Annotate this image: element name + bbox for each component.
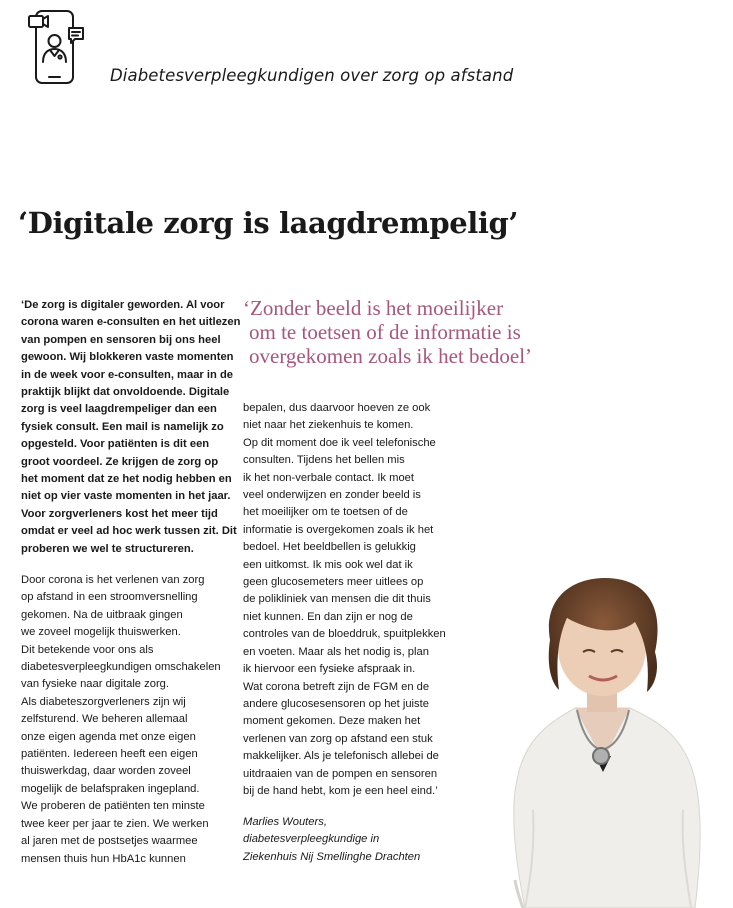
intro-line: zorg is veel laagdrempeliger dan een xyxy=(21,403,217,416)
section-title: Diabetesverpleegkundigen over zorg op afstand xyxy=(110,66,514,85)
intro-line: gewoon. Wij blokkeren vaste momenten xyxy=(21,351,234,364)
body-line: diabetesverpleegkundigen omschakelen xyxy=(21,661,221,674)
article-intro xyxy=(21,297,241,558)
body-line: consulten. Tijdens het bellen mis xyxy=(243,454,405,467)
body-line: moment gekomen. Deze maken het xyxy=(243,715,421,728)
body-line: bepalen, dus daarvoor hoeven ze ook xyxy=(243,402,431,414)
body-line: Wat corona betreft zijn de FGM en de xyxy=(243,680,430,693)
intro-line: Voor zorgverleners kost het meer tijd xyxy=(21,507,218,520)
intro-line: praktijk blijkt dat onvoldoende. Digitale xyxy=(21,386,230,399)
pull-quote-line: ‘Zonder beeld is het moeilijker xyxy=(243,296,504,320)
body-line: Dit betekende voor ons als xyxy=(21,643,154,656)
body-line: bedoel. Het beeldbellen is gelukkig xyxy=(243,541,416,554)
body-line: Door corona is het verlenen van zorg xyxy=(21,574,205,586)
pull-quote xyxy=(243,296,603,368)
body-line: we zoveel mogelijk thuiswerken. xyxy=(21,626,181,639)
author-portrait xyxy=(455,560,733,908)
body-line: mensen thuis hun HbA1c kunnen xyxy=(21,852,186,865)
intro-line: proberen we wel te structureren. xyxy=(21,542,194,555)
body-line: niet naar het ziekenhuis te komen. xyxy=(243,419,414,432)
author-role: diabetesverpleegkundige in xyxy=(243,833,380,846)
intro-line: het moment dat ze het nodig hebben en xyxy=(21,473,232,486)
intro-line: fysiek consult. Een mail is namelijk zo xyxy=(21,420,224,433)
body-column-left xyxy=(21,572,233,868)
intro-line: in de week voor e-consulten, maar in de xyxy=(21,368,233,381)
body-line: bij de hand hebt, kom je een heel eind.’ xyxy=(243,784,438,797)
body-line: gekomen. Na de uitbraak gingen xyxy=(21,608,183,621)
author-signature xyxy=(243,814,483,866)
body-line: de polikliniek van mensen die dit thuis xyxy=(243,593,431,606)
body-line: verlenen van zorg op afstand een stuk xyxy=(243,732,433,745)
body-line: Op dit moment doe ik veel telefonische xyxy=(243,436,436,449)
body-line: al jaren met de postsetjes waarmee xyxy=(21,835,198,848)
body-line: andere glucosesensoren op het juiste xyxy=(243,697,429,710)
body-line: twee keer per jaar te zien. We werken xyxy=(21,817,209,830)
body-line: onze eigen agenda met onze eigen xyxy=(21,730,196,743)
body-line: uitdraaien van de pompen en sensoren xyxy=(243,767,438,780)
body-line: een uitkomst. Ik mis ook wel dat ik xyxy=(243,558,413,571)
body-line: mogelijk de belafspraken ingepland. xyxy=(21,782,200,795)
body-line: thuiswerkdag, daar worden zoveel xyxy=(21,765,191,778)
body-column-right xyxy=(243,400,455,800)
body-line: ik hiervoor een fysieke afspraak in. xyxy=(243,663,416,676)
article-headline: ‘Digitale zorg is laagdrempelig’ xyxy=(18,206,519,240)
body-line: veel onderwijzen en zonder beeld is xyxy=(243,489,421,502)
body-line: patiënten. Iedereen heeft een eigen xyxy=(21,748,198,761)
body-line: en voeten. Maar als het nodig is, plan xyxy=(243,645,429,658)
body-line: ik het non-verbale contact. Ik moet xyxy=(243,471,415,484)
body-line: controles van de bloeddruk, spuitplekken xyxy=(243,628,446,641)
body-line: het moeilijker om te toetsen of de xyxy=(243,506,408,519)
intro-line: ‘De zorg is digitaler geworden. Al voor xyxy=(21,299,225,311)
body-line: makkelijker. Als je telefonisch allebei de xyxy=(243,750,439,763)
pull-quote-line: om te toetsen of de informatie is xyxy=(249,320,521,344)
phone-video-doctor-icon xyxy=(20,6,100,86)
body-line: Als diabeteszorgverleners zijn wij xyxy=(21,695,186,708)
body-line: van fysieke naar digitale zorg. xyxy=(21,678,170,691)
intro-line: van pompen en sensoren bij ons heel xyxy=(21,333,221,346)
body-line: geen glucosemeters meer uitlees op xyxy=(243,576,424,589)
body-line: informatie is overgekomen zoals ik het xyxy=(243,523,434,536)
author-name: Marlies Wouters, xyxy=(243,816,327,828)
intro-line: groot voordeel. Ze krijgen de zorg op xyxy=(21,455,219,468)
pull-quote-line: overgekomen zoals ik het bedoel’ xyxy=(249,344,533,368)
body-line: op afstand in een stroomversnelling xyxy=(21,591,198,604)
body-line: niet kunnen. En dan zijn er nog de xyxy=(243,610,413,623)
author-hospital: Ziekenhuis Nij Smellinghe Drachten xyxy=(243,850,421,863)
intro-line: omdat er veel ad hoc werk tussen zit. Dit xyxy=(21,525,237,538)
body-line: zelfsturend. We beheren allemaal xyxy=(21,713,188,726)
intro-line: niet op vier vaste momenten in het jaar. xyxy=(21,490,231,503)
body-line: We proberen de patiënten ten minste xyxy=(21,800,205,813)
intro-line: opgesteld. Voor patiënten is dit een xyxy=(21,438,210,451)
intro-line: corona waren e-consulten en het uitlezen xyxy=(21,316,241,329)
